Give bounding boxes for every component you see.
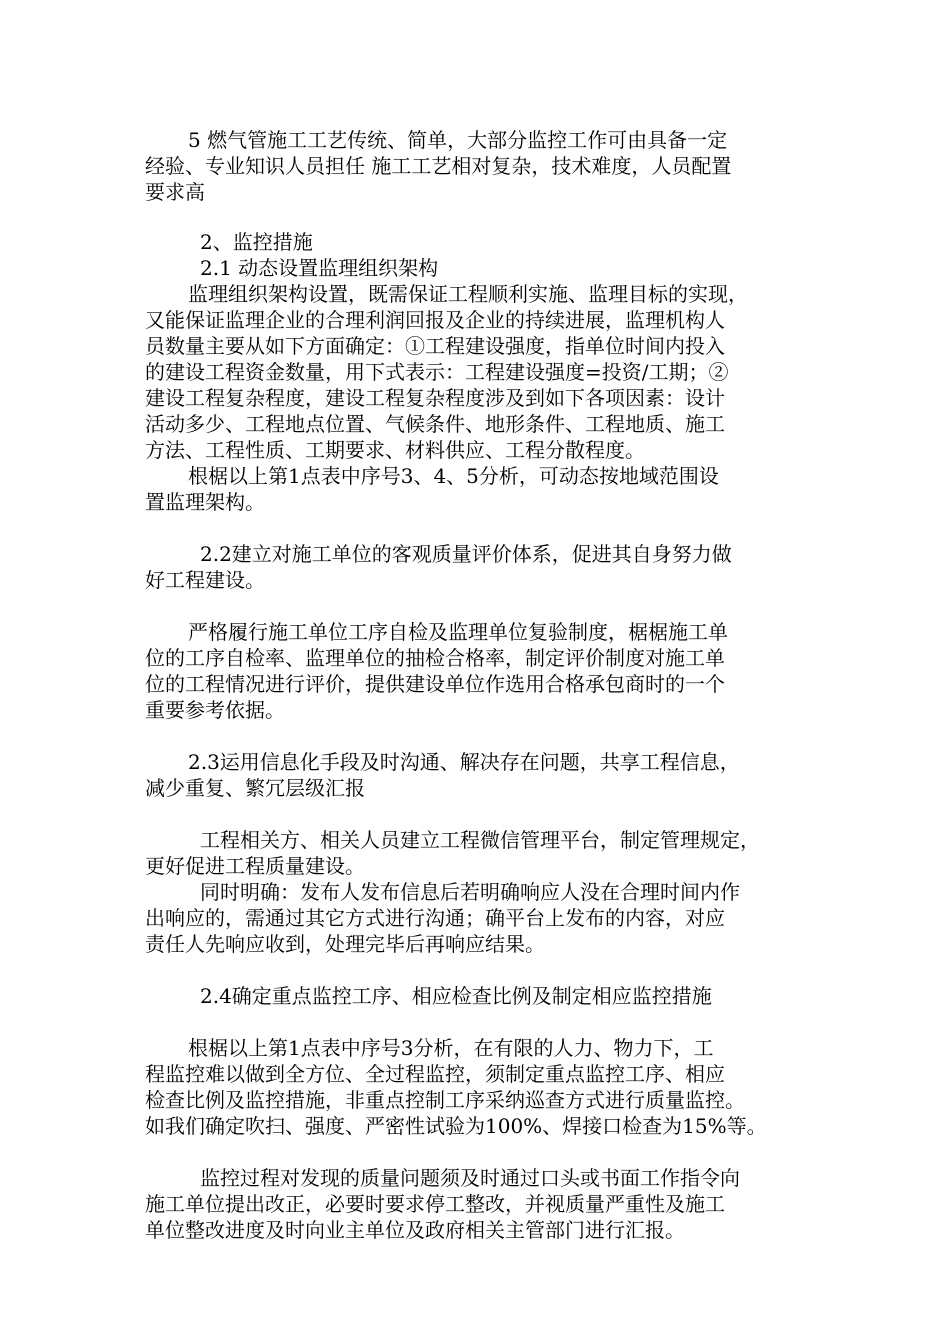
subsection-heading: 2.2建立对施工单位的客观质量评价体系，促进其自身努力做 <box>200 542 732 566</box>
paragraph-line: 5 燃气管施工工艺传统、简单，大部分监控工作可由具备一定 <box>188 128 728 152</box>
subsection-heading: 2.1 动态设置监理组织架构 <box>200 256 439 280</box>
paragraph-line: 监理组织架构设置，既需保证工程顺利实施、监理目标的实现， <box>188 282 748 306</box>
paragraph-line: 位的工序自检率、监理单位的抽检合格率，制定评价制度对施工单 <box>145 646 725 670</box>
paragraph-line: 施工单位提出改正，必要时要求停工整改，并视质量严重性及施工 <box>145 1192 725 1216</box>
paragraph-line: 同时明确：发布人发布信息后若明确响应人没在合理时间内作 <box>200 880 740 904</box>
subsection-heading: 2.3运用信息化手段及时沟通、解决存在问题，共享工程信息， <box>188 750 740 774</box>
paragraph-line: 出响应的，需通过其它方式进行沟通；确平台上发布的内容，对应 <box>145 906 725 930</box>
paragraph-line: 的建设工程资金数量，用下式表示：工程建设强度=投资/工期；② <box>145 360 729 384</box>
paragraph-line: 置监理架构。 <box>145 490 265 514</box>
paragraph-line: 重要参考依据。 <box>145 698 285 722</box>
paragraph-line: 建设工程复杂程度，建设工程复杂程度涉及到如下各项因素：设计 <box>145 386 725 410</box>
paragraph-line: 如我们确定吹扫、强度、严密性试验为100%、焊接口检查为15%等。 <box>145 1114 767 1138</box>
subsection-heading-cont: 好工程建设。 <box>145 568 265 592</box>
paragraph-line: 根椐以上第1点表中序号3分析，在有限的人力、物力下，工 <box>188 1036 714 1060</box>
paragraph-line: 工程相关方、相关人员建立工程微信管理平台，制定管理规定， <box>200 828 760 852</box>
paragraph-line: 活动多少、工程地点位置、气候条件、地形条件、工程地质、施工 <box>145 412 725 436</box>
paragraph-line: 员数量主要从如下方面确定：①工程建设强度，指单位时间内投入 <box>145 334 725 358</box>
paragraph-line: 经验、专业知识人员担任 施工工艺相对复杂，技术难度，人员配置 <box>145 154 732 178</box>
paragraph-line: 位的工程情况进行评价，提供建设单位作选用合格承包商时的一个 <box>145 672 725 696</box>
paragraph-line: 根椐以上第1点表中序号3、4、5分析，可动态按地域范围设 <box>188 464 719 488</box>
paragraph-line: 又能保证监理企业的合理利润回报及企业的持续进展，监理机构人 <box>145 308 725 332</box>
paragraph-line: 方法、工程性质、工期要求、材料供应、工程分散程度。 <box>145 438 645 462</box>
section-heading: 2、监控措施 <box>200 230 313 254</box>
paragraph-line: 监控过程对发现的质量问题须及时通过口头或书面工作指令向 <box>200 1166 740 1190</box>
paragraph-line: 检查比例及监控措施，非重点控制工序采纳巡查方式进行质量监控。 <box>145 1088 745 1112</box>
subsection-heading: 2.4确定重点监控工序、相应检查比例及制定相应监控措施 <box>200 984 712 1008</box>
paragraph-line: 更好促进工程质量建设。 <box>145 854 365 878</box>
paragraph-line: 严格履行施工单位工序自检及监理单位复验制度，椐椐施工单 <box>188 620 728 644</box>
subsection-heading-cont: 减少重复、繁冗层级汇报 <box>145 776 365 800</box>
paragraph-line: 要求高 <box>145 180 205 204</box>
paragraph-line: 责任人先响应收到，处理完毕后再响应结果。 <box>145 932 545 956</box>
paragraph-line: 单位整改进度及时向业主单位及政府相关主管部门进行汇报。 <box>145 1218 685 1242</box>
paragraph-line: 程监控难以做到全方位、全过程监控，须制定重点监控工序、相应 <box>145 1062 725 1086</box>
